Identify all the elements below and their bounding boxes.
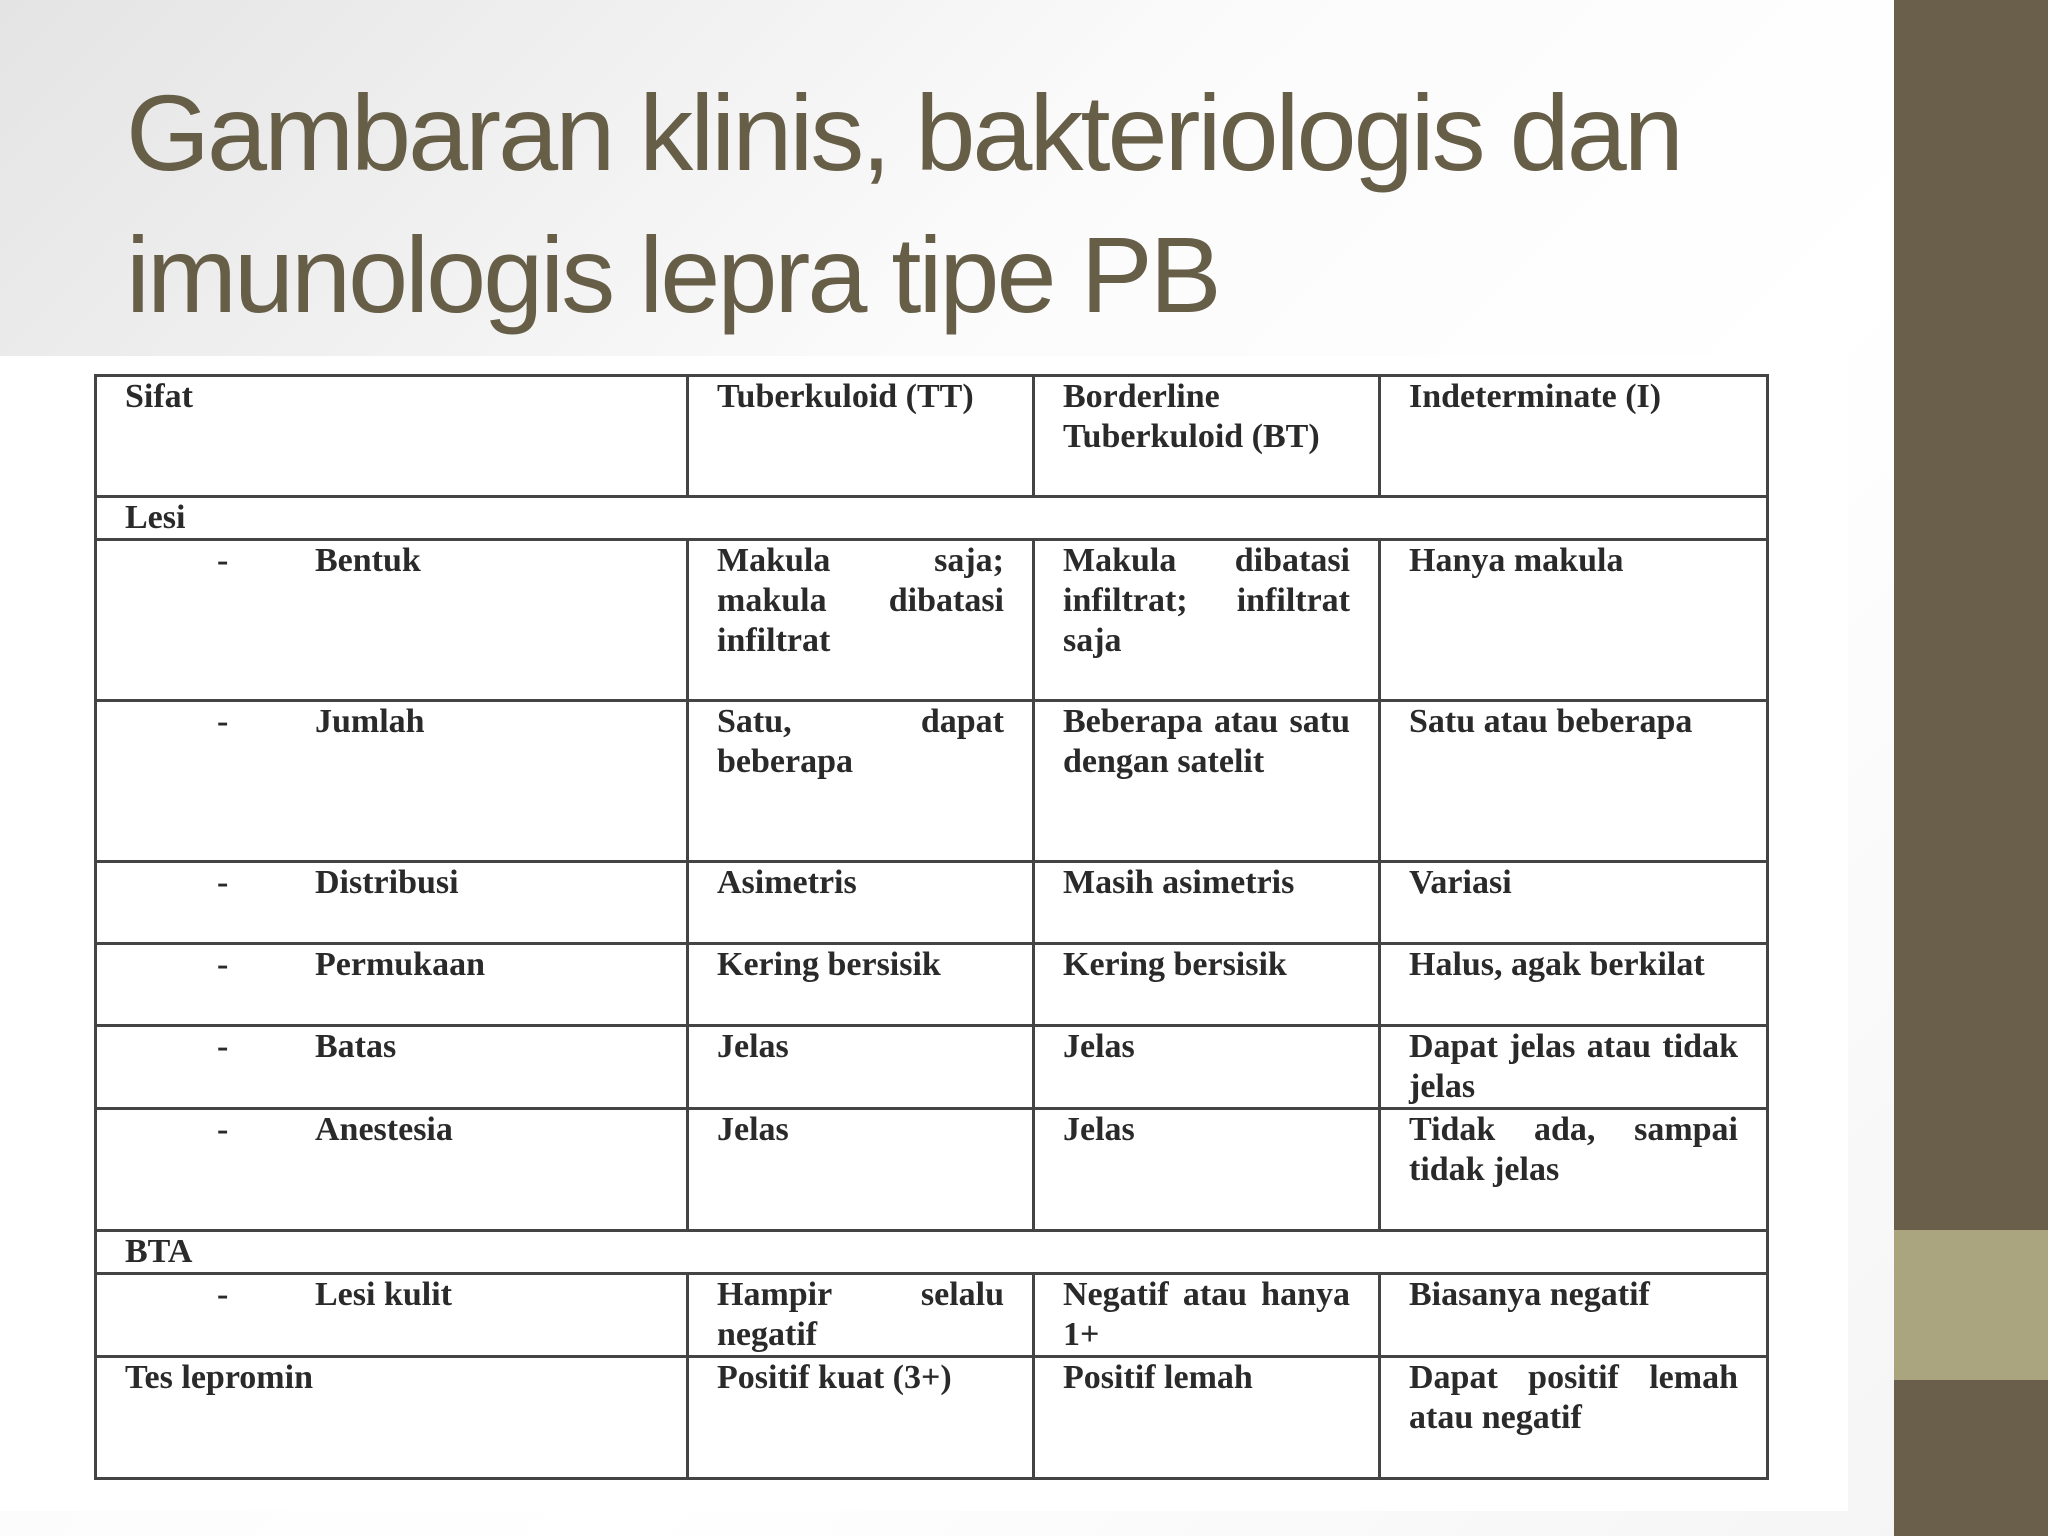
row-label: Distribusi: [315, 864, 459, 901]
cell-tt: Positif kuat (3+): [688, 1357, 1034, 1479]
cell-i: Dapat positif lemah atau negatif: [1380, 1357, 1768, 1479]
cell-bt: Kering bersisik: [1034, 944, 1380, 1026]
row-dash: -: [217, 1028, 229, 1065]
table-row: [96, 540, 1768, 701]
slide-title-line-2: imunologis lepra tipe PB: [126, 214, 1219, 335]
row-dash: -: [217, 703, 229, 740]
section-label-bta: BTA: [96, 1231, 1768, 1274]
row-label: Batas: [315, 1028, 397, 1065]
side-accent-block: [1894, 1230, 2048, 1380]
cell-bt: Jelas: [1034, 1026, 1380, 1109]
header-cell-bt: Borderline Tuberkuloid (BT): [1034, 376, 1380, 497]
row-dash: -: [217, 1111, 229, 1148]
slide-title-line-1: Gambaran klinis, bakteriologis dan: [126, 72, 1681, 193]
table-row-lepromin: [96, 1357, 1768, 1479]
row-label: Permukaan: [315, 946, 485, 983]
cell-bt: Negatif atau hanya 1+: [1034, 1274, 1380, 1357]
cell-tt: Asimetris: [688, 862, 1034, 944]
section-label-lesi: Lesi: [96, 497, 1768, 540]
cell-i: Satu atau beberapa: [1380, 701, 1768, 862]
table-row: [96, 862, 1768, 944]
table-row: [96, 701, 1768, 862]
row-label-cell: [96, 1026, 688, 1109]
table-row: [96, 1274, 1768, 1357]
cell-bt: Masih asimetris: [1034, 862, 1380, 944]
row-label-cell: [96, 862, 688, 944]
cell-i: Tidak ada, sampai tidak jelas: [1380, 1109, 1768, 1231]
header-cell-sifat: Sifat: [96, 376, 688, 497]
row-dash: -: [217, 542, 229, 579]
header-cell-i: Indeterminate (I): [1380, 376, 1768, 497]
section-row-lesi: [96, 497, 1768, 540]
cell-tt: Makula saja; makula dibatasi infiltrat: [688, 540, 1034, 701]
header-cell-tt: Tuberkuloid (TT): [688, 376, 1034, 497]
cell-i: Halus, agak berkilat: [1380, 944, 1768, 1026]
section-row-bta: [96, 1231, 1768, 1274]
cell-i: Hanya makula: [1380, 540, 1768, 701]
cell-bt: Makula dibatasi infiltrat; infiltrat saja: [1034, 540, 1380, 701]
cell-tt: Satu, dapat beberapa: [688, 701, 1034, 862]
table-row: [96, 1026, 1768, 1109]
leprosy-pb-table: [94, 374, 1769, 1480]
table-row: [96, 1109, 1768, 1231]
cell-i: Variasi: [1380, 862, 1768, 944]
row-label-cell: [96, 944, 688, 1026]
cell-bt: Positif lemah: [1034, 1357, 1380, 1479]
row-label: Anestesia: [315, 1111, 453, 1148]
slide-title: [126, 62, 1866, 346]
row-dash: -: [217, 1276, 229, 1313]
cell-tt: Jelas: [688, 1026, 1034, 1109]
table-header-row: [96, 376, 1768, 497]
row-label-lepromin: Tes lepromin: [96, 1357, 688, 1479]
row-label-cell: [96, 1109, 688, 1231]
table-row: [96, 944, 1768, 1026]
row-label: Bentuk: [315, 542, 421, 579]
cell-tt: Jelas: [688, 1109, 1034, 1231]
table-panel: [0, 356, 1848, 1511]
row-dash: -: [217, 946, 229, 983]
cell-i: Dapat jelas atau tidak jelas: [1380, 1026, 1768, 1109]
cell-bt: Jelas: [1034, 1109, 1380, 1231]
row-label-cell: [96, 540, 688, 701]
row-label: Jumlah: [315, 703, 425, 740]
cell-tt: Kering bersisik: [688, 944, 1034, 1026]
row-dash: -: [217, 864, 229, 901]
row-label-cell: [96, 1274, 688, 1357]
cell-bt: Beberapa atau satu dengan satelit: [1034, 701, 1380, 862]
row-label-cell: [96, 701, 688, 862]
row-label: Lesi kulit: [315, 1276, 452, 1313]
cell-tt: Hampir selalu negatif: [688, 1274, 1034, 1357]
cell-i: Biasanya negatif: [1380, 1274, 1768, 1357]
